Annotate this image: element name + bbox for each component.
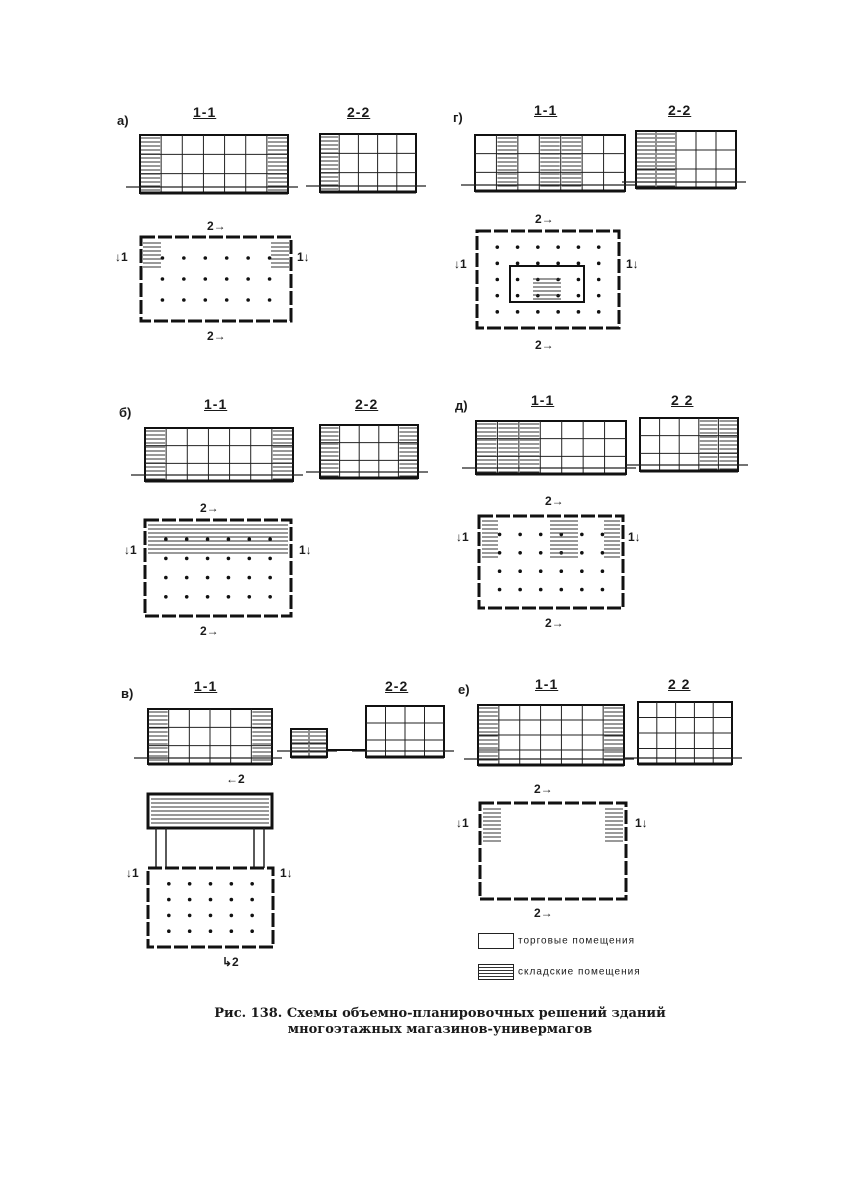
panel-g-plan-column-dot <box>577 262 581 266</box>
panel-g-sec1-outline <box>475 135 625 191</box>
panel-d-plan-column-dot <box>539 551 543 555</box>
panel-a-section-2-label: 2-2 <box>347 104 371 120</box>
panel-d-plan-column-dot <box>559 569 563 573</box>
panel-a-label: а) <box>117 113 129 128</box>
panel-v-plan-column-dot <box>230 929 234 933</box>
panel-b-plan-column-dot <box>227 537 231 541</box>
panel-a-plan-column-dot <box>161 277 165 281</box>
panel-b-plan-column-dot <box>268 595 272 599</box>
panel-a-plan-column-dot <box>182 298 186 302</box>
panel-b-plan-column-dot <box>247 595 251 599</box>
panel-d-plan-column-dot <box>580 588 584 592</box>
panel-e-plan-stair-right <box>605 809 623 841</box>
panel-b-mark-top: 2→ <box>200 501 219 515</box>
panel-g-plan-column-dot <box>495 245 499 249</box>
legend-storage-swatch <box>478 964 514 980</box>
panel-v-mark-right: 1↓ <box>280 866 293 880</box>
panel-v-plan-column-dot <box>188 882 192 886</box>
panel-d-plan-column-dot <box>518 551 522 555</box>
panel-a-plan-column-dot <box>225 277 229 281</box>
panel-d-plan-column-dot <box>601 569 605 573</box>
panel-g-sec2-hatch-1 <box>657 134 675 186</box>
panel-g-plan-column-dot <box>597 310 601 314</box>
panel-a-sec2-outline <box>320 134 416 192</box>
panel-v-sec-low-hatch-0 <box>292 732 308 756</box>
panel-g-plan-column-dot <box>556 294 560 298</box>
panel-b-plan-column-dot <box>227 576 231 580</box>
panel-v-plan-column-dot <box>188 914 192 918</box>
panel-d-plan-column-dot <box>498 588 502 592</box>
panel-d-section-2-label: 2 2 <box>671 392 694 408</box>
panel-g-section-1-label: 1-1 <box>534 102 558 118</box>
panel-b-plan-column-dot <box>227 595 231 599</box>
panel-g-plan-column-dot <box>495 294 499 298</box>
panel-d-sec1-hatch-1 <box>498 424 517 472</box>
panel-v-plan-column-dot <box>250 929 254 933</box>
panel-a-plan-column-dot <box>203 298 207 302</box>
panel-d-plan-column-dot <box>580 569 584 573</box>
panel-a-plan-column-dot <box>246 298 250 302</box>
panel-g-plan-column-dot <box>577 245 581 249</box>
panel-d-sec1-hatch-0 <box>477 424 496 472</box>
panel-g-plan-column-dot <box>577 294 581 298</box>
panel-b-label: б) <box>119 405 132 420</box>
panel-a-plan-column-dot <box>203 277 207 281</box>
panel-v-sec-low-hatch-1 <box>310 732 326 756</box>
panel-v-plan-column-dot <box>167 898 171 902</box>
panel-a-plan-column-dot <box>246 256 250 260</box>
panel-d-mark-right: 1↓ <box>628 530 641 544</box>
panel-g-plan-column-dot <box>536 262 540 266</box>
legend-trade-swatch <box>478 933 514 949</box>
panel-g-mark-right: 1↓ <box>626 257 639 271</box>
panel-g-mark-top: 2→ <box>535 212 554 226</box>
panel-v-mark-left: ↓1 <box>126 866 139 880</box>
caption-line-2: многоэтажных магазинов-универмагов <box>287 1022 593 1037</box>
panel-a-plan-column-dot <box>182 277 186 281</box>
panel-e-mark-bottom: 2→ <box>534 906 553 920</box>
legend-storage-label: складские помещения <box>518 966 641 978</box>
panel-v-sec1-hatch-5 <box>252 712 271 760</box>
panel-d-mark-bottom: 2→ <box>545 616 564 630</box>
panel-v-plan-column-dot <box>188 898 192 902</box>
panel-a-plan-column-dot <box>268 277 272 281</box>
panel-v-plan-column-dot <box>188 929 192 933</box>
panel-v-plan-column-dot <box>230 914 234 918</box>
panel-b-plan-column-dot <box>247 557 251 561</box>
panel-a-section-1-label: 1-1 <box>193 104 217 120</box>
panel-d-plan-column-dot <box>601 588 605 592</box>
panel-b-plan-column-dot <box>247 537 251 541</box>
panel-b-plan-column-dot <box>164 537 168 541</box>
panel-e-plan-stair-left <box>483 809 501 841</box>
panel-a-sec2-hatch-0 <box>321 137 338 189</box>
panel-a-plan-stair-left <box>143 243 161 267</box>
panel-d-plan-outline <box>479 516 623 608</box>
panel-d-plan-column-dot <box>498 533 502 537</box>
panel-g-plan-column-dot <box>577 310 581 314</box>
panel-b-plan-column-dot <box>185 557 189 561</box>
panel-e-section-2-label: 2 2 <box>668 676 691 692</box>
panel-a-mark-left: ↓1 <box>115 250 128 264</box>
panel-v-plan-column-dot <box>250 914 254 918</box>
panel-g-plan-column-dot <box>516 310 520 314</box>
panel-d-plan-stair-left <box>482 521 498 557</box>
panel-g-sec2-hatch-0 <box>637 134 655 186</box>
panel-b-plan-column-dot <box>164 595 168 599</box>
panel-d-plan-core <box>550 521 578 557</box>
panel-d-section-1-label: 1-1 <box>531 392 555 408</box>
panel-g-plan-column-dot <box>556 262 560 266</box>
panel-g-sec1-hatch-3 <box>540 138 559 190</box>
panel-v-plan-column-dot <box>209 882 213 886</box>
panel-d-plan-column-dot <box>601 533 605 537</box>
panel-v-plan-column-dot <box>167 929 171 933</box>
panel-g-mark-bottom: 2→ <box>535 338 554 352</box>
panel-a-plan-column-dot <box>161 256 165 260</box>
panel-a-sec1-outline <box>140 135 288 193</box>
panel-a-sec1-hatch-0 <box>141 138 160 190</box>
panel-e-plan-outline <box>480 803 626 899</box>
panel-v-sec1-hatch-0 <box>149 712 168 760</box>
panel-v-label: в) <box>121 686 134 701</box>
panel-d-label: д) <box>455 398 468 413</box>
panel-d-mark-left: ↓1 <box>456 530 469 544</box>
panel-b-sec2-hatch-4 <box>399 428 417 476</box>
panel-d-plan-column-dot <box>580 533 584 537</box>
panel-v-plan-column-dot <box>250 882 254 886</box>
panel-b-plan-column-dot <box>185 595 189 599</box>
panel-g-plan-column-dot <box>516 278 520 282</box>
panel-b-sec1-hatch-0 <box>146 431 165 479</box>
panel-a-plan-column-dot <box>203 256 207 260</box>
panel-a-plan-column-dot <box>182 256 186 260</box>
panel-a-plan-stair-right <box>271 243 289 267</box>
panel-g-plan-column-dot <box>597 262 601 266</box>
panel-d-plan-column-dot <box>518 569 522 573</box>
panel-v-plan-column-dot <box>250 898 254 902</box>
panel-d-sec1-hatch-2 <box>520 424 539 472</box>
panel-b-plan-column-dot <box>268 576 272 580</box>
panel-e-mark-right: 1↓ <box>635 816 648 830</box>
panel-a-plan-column-dot <box>225 298 229 302</box>
panel-e-sec1-hatch-6 <box>604 708 623 764</box>
panel-g-mark-left: ↓1 <box>454 257 467 271</box>
panel-d-plan-column-dot <box>539 569 543 573</box>
panel-d-sec2-hatch-3 <box>700 421 718 469</box>
panel-v-plan-column-dot <box>209 929 213 933</box>
panel-g-plan-column-dot <box>597 245 601 249</box>
panel-a-plan-column-dot <box>225 256 229 260</box>
panel-b-plan-column-dot <box>164 576 168 580</box>
panel-a-plan-column-dot <box>268 298 272 302</box>
panel-g-plan-column-dot <box>597 294 601 298</box>
panel-b-plan-column-dot <box>164 557 168 561</box>
legend-storage <box>478 964 641 980</box>
panel-b-section-1-label: 1-1 <box>204 396 228 412</box>
panel-b-sec1-hatch-6 <box>273 431 292 479</box>
panel-g-sec2-outline <box>636 131 736 188</box>
panel-b-plan-column-dot <box>206 576 210 580</box>
panel-g-plan-column-dot <box>577 278 581 282</box>
panel-d-plan-column-dot <box>601 551 605 555</box>
panel-g-sec1-hatch-1 <box>497 138 516 190</box>
panel-g-plan-column-dot <box>495 278 499 282</box>
panel-d-plan-column-dot <box>518 588 522 592</box>
panel-v-plan-outline <box>148 868 273 947</box>
figure-caption <box>120 1006 760 1038</box>
panel-g-plan-column-dot <box>556 245 560 249</box>
panel-b-sec2-hatch-0 <box>321 428 339 476</box>
panel-v-section-2-label: 2-2 <box>385 678 409 694</box>
panel-b-plan-column-dot <box>206 595 210 599</box>
panel-d-plan-column-dot <box>580 551 584 555</box>
panel-a-plan-column-dot <box>246 277 250 281</box>
panel-b-plan-outline <box>145 520 291 616</box>
panel-b-sec1-outline <box>145 428 293 481</box>
panel-b-plan-storage-band <box>148 525 288 553</box>
panel-d-plan-column-dot <box>518 533 522 537</box>
panel-a-plan-column-dot <box>268 256 272 260</box>
panel-a-plan-column-dot <box>161 298 165 302</box>
panel-a-mark-top: 2→ <box>207 219 226 233</box>
panel-e-mark-left: ↓1 <box>456 816 469 830</box>
panel-v-plan-column-dot <box>209 914 213 918</box>
panel-b-mark-bottom: 2→ <box>200 624 219 638</box>
panel-g-plan-column-dot <box>556 310 560 314</box>
panel-b-plan-column-dot <box>268 537 272 541</box>
panel-b-plan-column-dot <box>227 557 231 561</box>
panel-d-plan-column-dot <box>559 588 563 592</box>
panel-v-section-1-label: 1-1 <box>194 678 218 694</box>
panel-a-mark-right: 1↓ <box>297 250 310 264</box>
panel-e-sec1-hatch-0 <box>479 708 498 764</box>
caption-line-1: Рис. 138. Схемы объемно-планировочных решений зданий <box>214 1006 666 1021</box>
panel-g-plan-column-dot <box>516 245 520 249</box>
panel-b-mark-right: 1↓ <box>299 543 312 557</box>
panel-b-plan-column-dot <box>206 557 210 561</box>
panel-v-plan-column-dot <box>167 914 171 918</box>
panel-e-mark-top: 2→ <box>534 782 553 796</box>
panel-v-storage-hatch <box>151 799 269 823</box>
panel-g-label: г) <box>453 110 463 125</box>
panel-b-section-2-label: 2-2 <box>355 396 379 412</box>
panel-g-sec1-hatch-4 <box>562 138 581 190</box>
panel-g-plan-column-dot <box>536 294 540 298</box>
panel-b-plan-column-dot <box>247 576 251 580</box>
panel-d-sec2-hatch-4 <box>719 421 737 469</box>
panel-v-mark-bottom: ↳2 <box>222 955 239 969</box>
panel-g-plan-column-dot <box>495 310 499 314</box>
panel-v-plan-column-dot <box>230 898 234 902</box>
panel-a-sec1-hatch-6 <box>268 138 287 190</box>
panel-v-plan-column-dot <box>230 882 234 886</box>
panel-d-plan-column-dot <box>539 533 543 537</box>
panel-e-section-1-label: 1-1 <box>535 676 559 692</box>
legend-trade-label: торговые помещения <box>518 935 636 947</box>
panel-d-plan-column-dot <box>539 588 543 592</box>
panel-g-plan-core <box>510 266 584 302</box>
panel-v-plan-column-dot <box>209 898 213 902</box>
panel-g-plan-column-dot <box>536 245 540 249</box>
panel-d-mark-top: 2→ <box>545 494 564 508</box>
panel-g-plan-column-dot <box>495 262 499 266</box>
panel-g-section-2-label: 2-2 <box>668 102 692 118</box>
panel-d-plan-stair-right <box>604 521 620 557</box>
panel-e-label: е) <box>458 682 470 697</box>
panel-a-mark-bottom: 2→ <box>207 329 226 343</box>
panel-g-plan-column-dot <box>516 294 520 298</box>
panel-b-plan-column-dot <box>185 537 189 541</box>
panel-d-plan-column-dot <box>498 569 502 573</box>
panel-g-plan-column-dot <box>597 278 601 282</box>
panel-g-plan-column-dot <box>516 262 520 266</box>
panel-b-plan-column-dot <box>268 557 272 561</box>
panel-b-plan-column-dot <box>185 576 189 580</box>
panel-v-plan-column-dot <box>167 882 171 886</box>
panel-b-plan-column-dot <box>206 537 210 541</box>
panel-b-mark-left: ↓1 <box>124 543 137 557</box>
panel-v-mark-top: ←2 <box>226 772 245 786</box>
legend-trade <box>478 933 635 949</box>
panel-d-plan-column-dot <box>498 551 502 555</box>
panel-g-plan-column-dot <box>536 310 540 314</box>
